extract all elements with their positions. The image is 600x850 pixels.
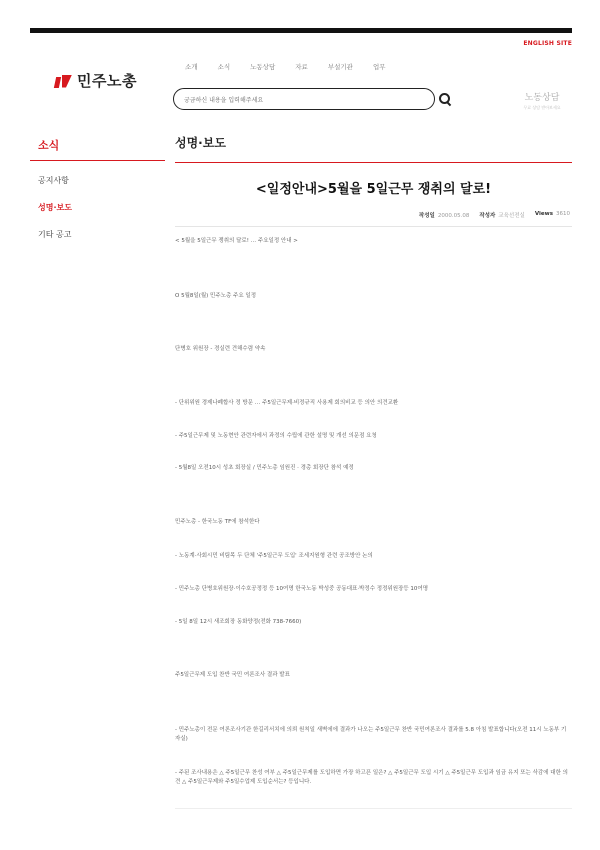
- sidebar-item-notice[interactable]: 공지사항: [38, 176, 69, 185]
- title-divider: [175, 162, 572, 163]
- labor-counsel-subtitle: 무료 상담 받아보세요: [523, 105, 561, 110]
- labor-counsel-title: 노동상담: [524, 93, 560, 103]
- post-paragraph: 주5일근무제 도입 찬반 국민 여론조사 결과 발표: [175, 672, 290, 678]
- post-paragraph: 민주노총 - 한국노동 TF에 참석한다: [175, 519, 260, 525]
- nav-item-news[interactable]: 소식: [217, 63, 231, 71]
- post-author: 작성자 교육선전실: [479, 213, 525, 219]
- sidebar-menu: [38, 175, 72, 256]
- meta-divider: [175, 226, 572, 227]
- post-paragraph: - 민주노총이 전문 여론조사기관 한길리서치에 의뢰 원칙일 새벽에에 결과가 나오는 주5일근무 찬반 국민여론조사 결과를 5.8 아침 발표합니다(오전 11시 노동부 기자실): [175, 727, 567, 742]
- post-date: 작성일 2000.05.08: [418, 213, 470, 219]
- content-bottom-divider: [175, 808, 572, 809]
- post-views: Views 3610: [534, 211, 570, 217]
- post-paragraph: - 5월8일 오전10시 성초 회장실 / 민주노총 임원진 · 경총 회장단 참석 예정: [175, 465, 354, 471]
- search-input[interactable]: 궁금하신 내용을 입력해주세요: [173, 88, 435, 110]
- nav-item-labor-counsel[interactable]: 노동상담: [250, 63, 276, 71]
- main-nav: [185, 62, 386, 71]
- labor-counsel-banner[interactable]: [512, 90, 572, 111]
- sidebar-item-other-notices[interactable]: 기타 공고: [38, 230, 72, 239]
- nav-item-about[interactable]: 소개: [185, 63, 198, 71]
- post-paragraph: 단병호 위원장 - 경실련 견해수렴 약속: [175, 346, 266, 352]
- post-paragraph: - 노동계·사회시민 비팀목 두 단체 '주5일근무 도입' 조세지원형 관련 공조방안 논의: [175, 553, 373, 559]
- sidebar-title: 소식: [38, 139, 60, 152]
- post-paragraph: - 주5일근무제 및 노동현안 관련자에서 과정의 수립에 관한 설명 및 개선 의문점 요청: [175, 433, 377, 439]
- nav-item-affiliates[interactable]: 부설기관: [327, 63, 353, 71]
- sidebar-item-statements[interactable]: 성명·보도: [38, 203, 72, 212]
- top-bar: [30, 28, 572, 33]
- nav-item-work[interactable]: 업무: [372, 63, 386, 71]
- post-paragraph: O 5월8일(월) 민주노총 주요 일정: [175, 293, 257, 299]
- search-icon[interactable]: [438, 92, 452, 106]
- post-title: <일정안내>5월을 5일근무 쟁취의 달로!: [255, 182, 492, 197]
- nav-item-archive[interactable]: 자료: [295, 63, 308, 71]
- post-paragraph: - 주된 조사내용은 △ 주5일근무 찬성 여부 △ 주5일근무제를 도입하면 가장 하고픈 일은? △ 주5일근무 도입 시기 △ 주5일근무 도입과 임금 유지 또는 삭감에 대한 의견 △ 주5일근무제와 주5일수업제 도입순서는? 등입니다.: [175, 770, 568, 785]
- post-meta: [419, 211, 570, 219]
- post-paragraph: - 단위위원 경제나폐합사 정 방문 … 주5일근무제·비정규직 사용제 회의비교 등 의안 의견교환: [175, 400, 399, 406]
- post-paragraph: < 5월을 5일근무 쟁취의 달로! … 주요일정 안내 >: [175, 238, 298, 244]
- post-paragraph: - 5일 8일 12시 새조회장 동화양정(전화 738-7660): [175, 619, 302, 625]
- english-site-link[interactable]: ENGLISH SITE: [523, 40, 572, 47]
- post-paragraph: - 민주노총 단병호위원장·이수호공정정 등 10여명 한국노동 박성중 공동대표·박정수 정정위원장등 10여명: [175, 586, 429, 592]
- kctu-logo-icon: [55, 74, 73, 88]
- logo[interactable]: [55, 70, 137, 91]
- sidebar-divider: [30, 160, 165, 161]
- logo-text: 민주노총: [77, 72, 137, 90]
- page-title: 성명·보도: [175, 136, 226, 150]
